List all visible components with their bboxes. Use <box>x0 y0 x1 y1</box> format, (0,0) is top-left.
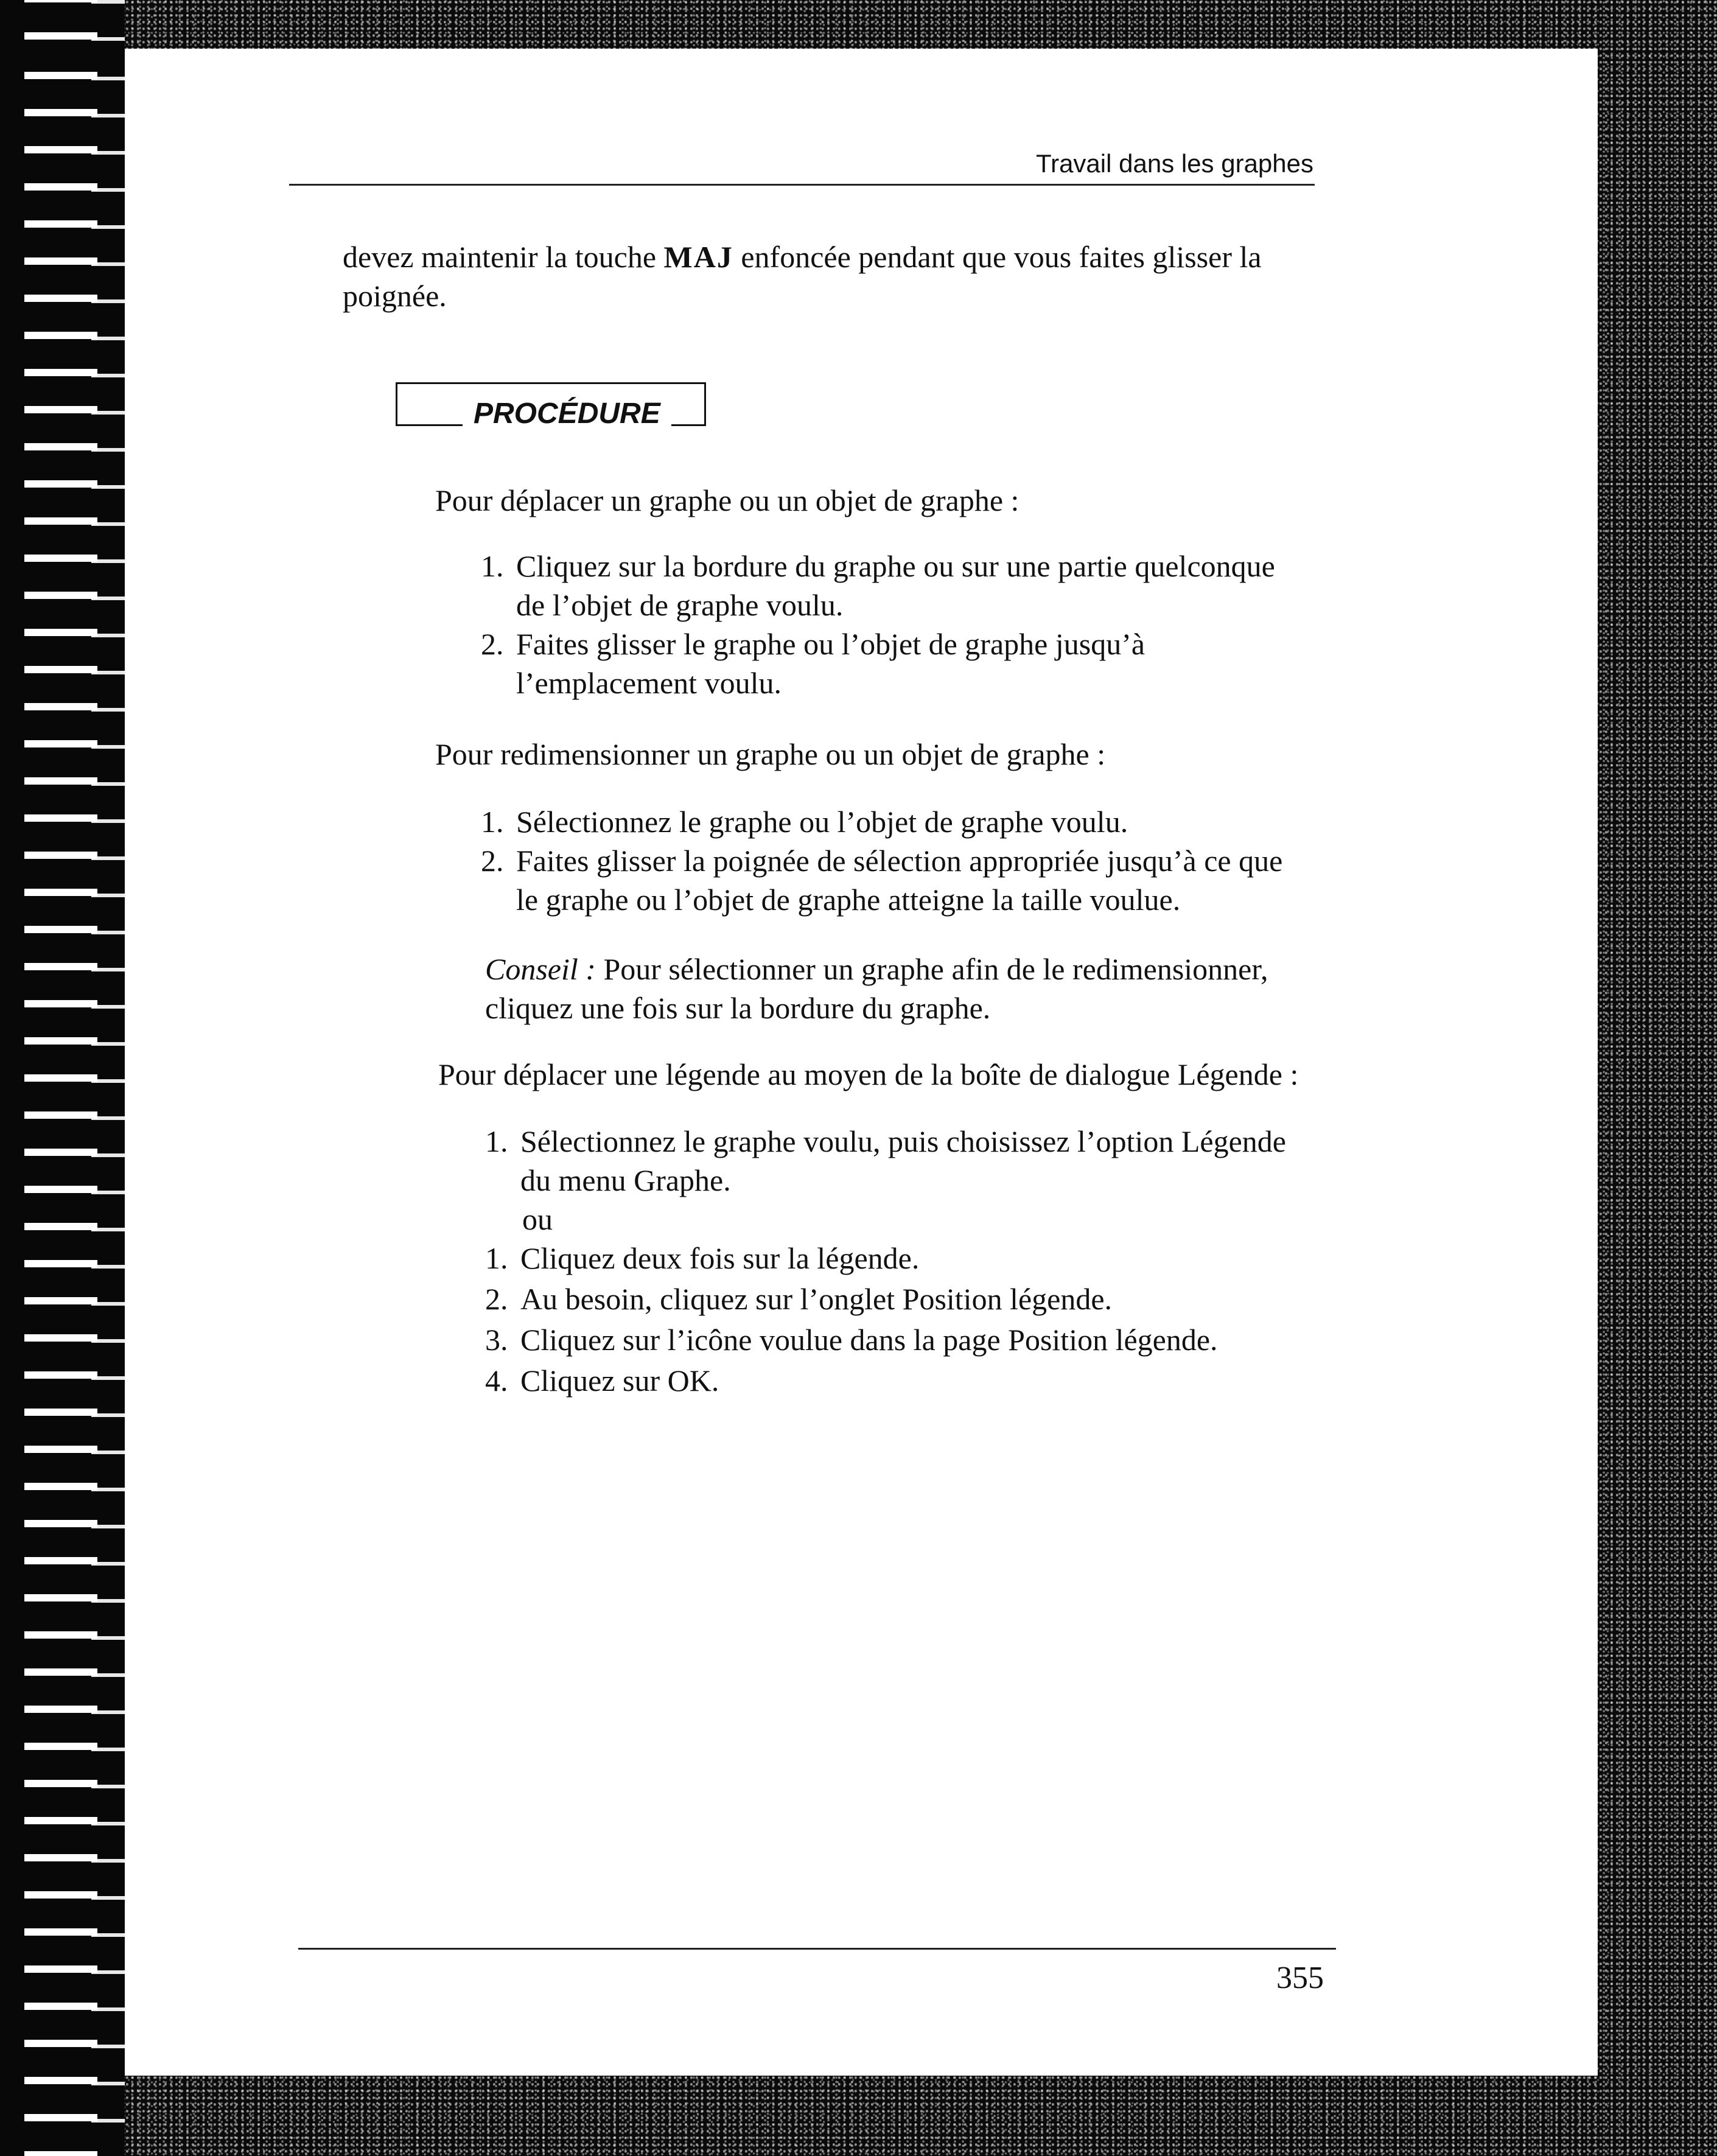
resize-step-1: 1. Sélectionnez le graphe ou l’objet de graphe voulu. <box>481 805 1128 839</box>
key-maj: MAJ <box>663 240 733 274</box>
header-rule <box>289 184 1315 186</box>
legend-intro: Pour déplacer une légende au moyen de la boîte de dialogue Légende : <box>438 1057 1299 1091</box>
move-step-2-cont: l’emplacement voulu. <box>516 666 782 700</box>
move-step-2: 2. Faites glisser le graphe ou l’objet de graphe jusqu’à <box>481 627 1145 661</box>
tip-label: Conseil : <box>485 952 596 986</box>
resize-step-2: 2. Faites glisser la poignée de sélection appropriée jusqu’à ce que <box>481 844 1283 878</box>
procedure-heading: PROCÉDURE <box>463 396 671 432</box>
spiral-binding <box>0 0 125 2156</box>
footer-rule <box>298 1948 1336 1950</box>
resize-intro: Pour redimensionner un graphe ou un objet de graphe : <box>435 737 1106 771</box>
move-step-1-cont: de l’objet de graphe voulu. <box>516 588 844 622</box>
legend-step-4: 4. Cliquez sur OK. <box>485 1363 719 1398</box>
legend-step-2: 2. Au besoin, cliquez sur l’onglet Position légende. <box>485 1282 1113 1316</box>
legend-step-1: 1. Sélectionnez le graphe voulu, puis choisissez l’option Légende <box>485 1124 1286 1158</box>
page-number: 355 <box>1276 1961 1324 1995</box>
move-step-1: 1. Cliquez sur la bordure du graphe ou sur une partie quelconque <box>481 549 1275 583</box>
tip-line-1: Conseil : Pour sélectionner un graphe afin de le redimensionner, <box>485 952 1268 986</box>
tip-line-2: cliquez une fois sur la bordure du graphe. <box>485 991 991 1025</box>
intro-line-2: poignée. <box>343 279 447 313</box>
legend-step-1b: 1. Cliquez deux fois sur la légende. <box>485 1241 920 1275</box>
running-header: Travail dans les graphes <box>1035 149 1313 178</box>
resize-step-2-cont: le graphe ou l’objet de graphe atteigne la taille voulue. <box>516 883 1181 917</box>
intro-line-1: devez maintenir la touche MAJ enfoncée pendant que vous faites glisser la <box>343 240 1262 274</box>
legend-step-3: 3. Cliquez sur l’icône voulue dans la page Position légende. <box>485 1323 1218 1357</box>
legend-step-1-cont: du menu Graphe. <box>520 1163 731 1197</box>
move-intro: Pour déplacer un graphe ou un objet de graphe : <box>435 483 1019 517</box>
legend-step-or: ou <box>522 1202 553 1236</box>
